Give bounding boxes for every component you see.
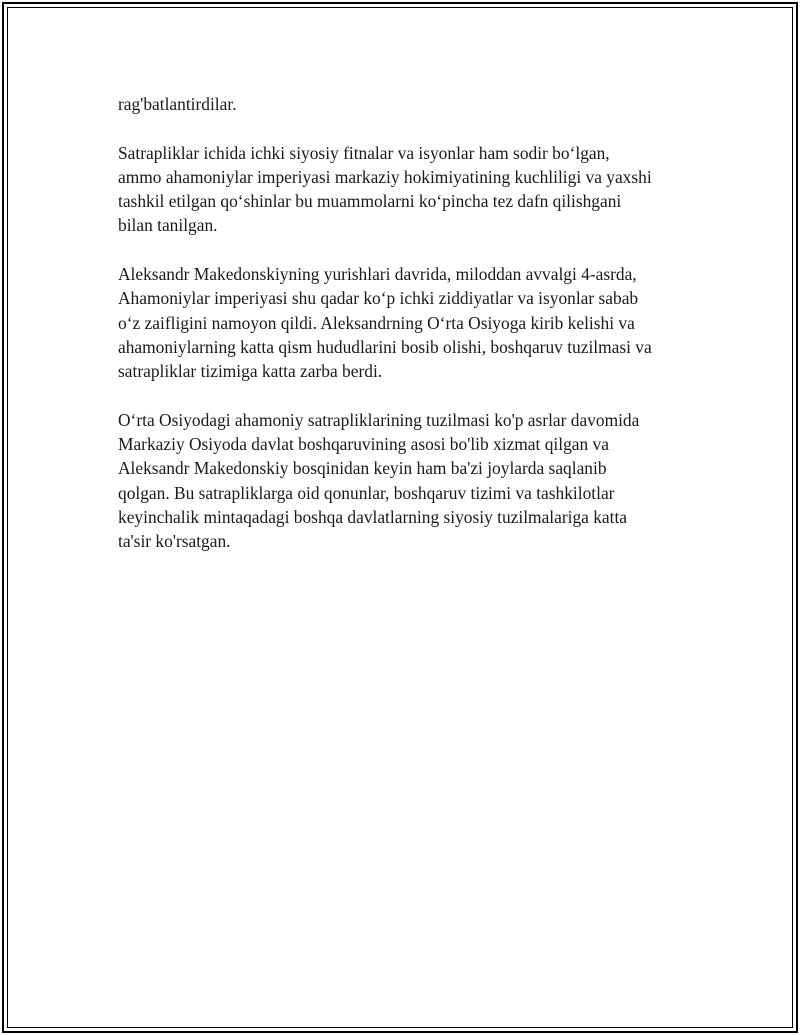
text-line: Aleksandr Makedonskiy bosqinidan keyin ham ba'zi joylarda saqlanib — [118, 458, 607, 479]
paragraph-3 — [118, 262, 698, 383]
text-line: bilan tanilgan. — [118, 215, 218, 236]
paragraph-1 — [118, 92, 698, 116]
text-line: ahamoniylarning katta qism hududlarini bosib olishi, boshqaruv tuzilmasi va — [118, 336, 652, 357]
document-body — [118, 92, 698, 578]
text-line: Aleksandr Makedonskiyning yurishlari davrida, miloddan avvalgi 4-asrda, — [118, 264, 637, 285]
text-line: ta'sir ko'rsatgan. — [118, 531, 231, 552]
text-line: Satrapliklar ichida ichki siyosiy fitnalar va isyonlar ham sodir bo‘lgan, — [118, 142, 610, 163]
text-line: o‘z zaifligini namoyon qildi. Aleksandrning O‘rta Osiyoga kirib kelishi va — [118, 312, 635, 333]
text-line: tashkil etilgan qo‘shinlar bu muammolarni ko‘pincha tez dafn qilishgani — [118, 191, 622, 212]
text-line: qolgan. Bu satrapliklarga oid qonunlar, boshqaruv tizimi va tashkilotlar — [118, 482, 615, 503]
text-line: ammo ahamoniylar imperiyasi markaziy hokimiyatining kuchliligi va yaxshi — [118, 166, 652, 187]
text-line: satrapliklar tizimiga katta zarba berdi. — [118, 361, 383, 382]
paragraph-2 — [118, 141, 698, 238]
text-line: Ahamoniylar imperiyasi shu qadar ko‘p ichki ziddiyatlar va isyonlar sabab — [118, 288, 639, 309]
text-line: keyinchalik mintaqadagi boshqa davlatlarning siyosiy tuzilmalariga katta — [118, 507, 628, 528]
text-line: rag'batlantirdilar. — [118, 94, 237, 114]
text-line: O‘rta Osiyodagi ahamoniy satrapliklarining tuzilmasi ko'p asrlar davomida — [118, 409, 640, 430]
text-line: Markaziy Osiyoda davlat boshqaruvining asosi bo'lib xizmat qilgan va — [118, 434, 609, 455]
paragraph-4 — [118, 408, 698, 554]
